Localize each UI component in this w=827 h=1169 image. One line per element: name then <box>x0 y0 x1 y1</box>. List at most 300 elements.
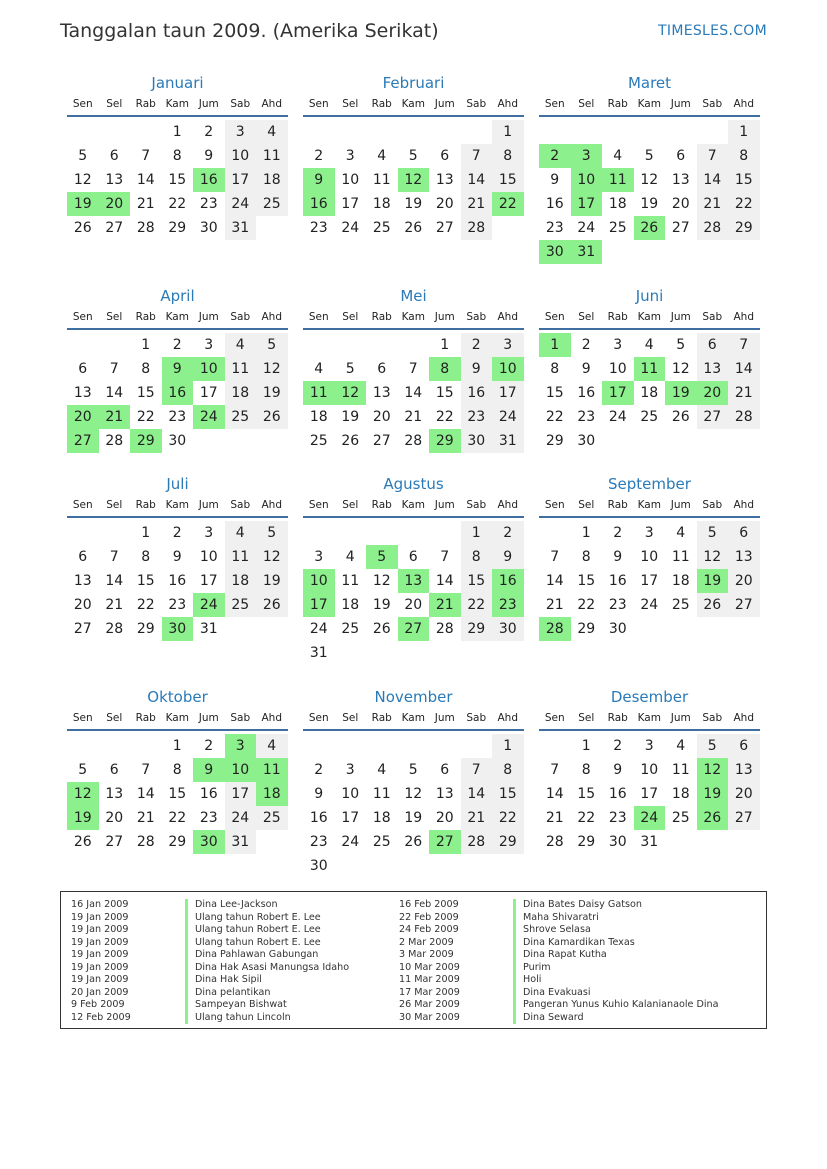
holiday-day-cell[interactable]: 12 <box>697 758 729 782</box>
day-cell[interactable]: 5 <box>78 762 88 778</box>
day-cell[interactable]: 15 <box>435 385 454 401</box>
day-cell[interactable]: 11 <box>671 549 690 565</box>
holiday-day-cell[interactable]: 24 <box>193 405 225 429</box>
day-cell[interactable]: 18 <box>225 381 257 405</box>
day-cell[interactable]: 5 <box>408 148 418 164</box>
day-cell[interactable]: 28 <box>105 621 124 637</box>
holiday-day-cell[interactable]: 11 <box>256 758 288 782</box>
day-cell[interactable]: 21 <box>461 192 493 216</box>
day-cell[interactable]: 28 <box>136 220 155 236</box>
day-cell[interactable]: 13 <box>105 786 124 802</box>
day-cell[interactable]: 21 <box>697 192 729 216</box>
holiday-day-cell[interactable]: 20 <box>67 405 99 429</box>
holiday-day-cell[interactable]: 10 <box>225 758 257 782</box>
day-cell[interactable]: 15 <box>577 573 596 589</box>
day-cell[interactable]: 31 <box>199 621 218 637</box>
day-cell[interactable]: 6 <box>408 549 418 565</box>
day-cell[interactable]: 8 <box>172 762 182 778</box>
day-cell[interactable]: 23 <box>577 409 596 425</box>
day-cell[interactable]: 24 <box>225 806 257 830</box>
holiday-day-cell[interactable]: 21 <box>429 593 461 617</box>
day-cell[interactable]: 6 <box>78 361 88 377</box>
day-cell[interactable]: 24 <box>640 597 659 613</box>
day-cell[interactable]: 12 <box>372 573 391 589</box>
day-cell[interactable]: 17 <box>225 782 257 806</box>
day-cell[interactable]: 19 <box>372 597 391 613</box>
holiday-day-cell[interactable]: 9 <box>303 168 335 192</box>
day-cell[interactable]: 5 <box>408 762 418 778</box>
day-cell[interactable]: 13 <box>372 385 391 401</box>
day-cell[interactable]: 6 <box>440 762 450 778</box>
day-cell[interactable]: 9 <box>204 148 214 164</box>
day-cell[interactable]: 25 <box>341 621 360 637</box>
day-cell[interactable]: 25 <box>671 597 690 613</box>
day-cell[interactable]: 1 <box>141 337 151 353</box>
day-cell[interactable]: 18 <box>671 786 690 802</box>
day-cell[interactable]: 23 <box>608 810 627 826</box>
day-cell[interactable]: 6 <box>676 148 686 164</box>
day-cell[interactable]: 5 <box>345 361 355 377</box>
day-cell[interactable]: 26 <box>73 834 92 850</box>
holiday-day-cell[interactable]: 30 <box>162 617 194 641</box>
holiday-day-cell[interactable]: 30 <box>539 240 571 264</box>
day-cell[interactable]: 11 <box>225 357 257 381</box>
day-cell[interactable]: 7 <box>461 758 493 782</box>
day-cell[interactable]: 29 <box>492 830 524 854</box>
day-cell[interactable]: 11 <box>671 762 690 778</box>
day-cell[interactable]: 22 <box>136 409 155 425</box>
day-cell[interactable]: 27 <box>697 405 729 429</box>
day-cell[interactable]: 11 <box>256 144 288 168</box>
holiday-day-cell[interactable]: 26 <box>634 216 666 240</box>
day-cell[interactable]: 17 <box>199 385 218 401</box>
day-cell[interactable]: 3 <box>613 337 623 353</box>
day-cell[interactable]: 25 <box>256 806 288 830</box>
day-cell[interactable]: 2 <box>204 738 214 754</box>
day-cell[interactable]: 27 <box>728 593 760 617</box>
day-cell[interactable]: 13 <box>73 385 92 401</box>
day-cell[interactable]: 2 <box>461 333 493 357</box>
holiday-day-cell[interactable]: 12 <box>398 168 430 192</box>
day-cell[interactable]: 28 <box>136 834 155 850</box>
day-cell[interactable]: 26 <box>256 405 288 429</box>
day-cell[interactable]: 29 <box>136 621 155 637</box>
day-cell[interactable]: 20 <box>435 196 454 212</box>
day-cell[interactable]: 1 <box>581 738 591 754</box>
day-cell[interactable]: 4 <box>644 337 654 353</box>
day-cell[interactable]: 2 <box>172 525 182 541</box>
day-cell[interactable]: 16 <box>199 786 218 802</box>
day-cell[interactable]: 20 <box>73 597 92 613</box>
day-cell[interactable]: 5 <box>697 734 729 758</box>
day-cell[interactable]: 19 <box>640 196 659 212</box>
holiday-day-cell[interactable]: 30 <box>193 830 225 854</box>
day-cell[interactable]: 4 <box>377 762 387 778</box>
day-cell[interactable]: 14 <box>728 357 760 381</box>
day-cell[interactable]: 27 <box>728 806 760 830</box>
holiday-day-cell[interactable]: 21 <box>99 405 131 429</box>
day-cell[interactable]: 9 <box>613 762 623 778</box>
day-cell[interactable]: 30 <box>577 433 596 449</box>
day-cell[interactable]: 13 <box>728 758 760 782</box>
day-cell[interactable]: 1 <box>461 521 493 545</box>
day-cell[interactable]: 12 <box>256 357 288 381</box>
day-cell[interactable]: 16 <box>309 810 328 826</box>
holiday-day-cell[interactable]: 28 <box>539 617 571 641</box>
day-cell[interactable]: 13 <box>105 172 124 188</box>
day-cell[interactable]: 10 <box>640 762 659 778</box>
day-cell[interactable]: 30 <box>608 621 627 637</box>
day-cell[interactable]: 8 <box>550 361 560 377</box>
day-cell[interactable]: 26 <box>404 834 423 850</box>
day-cell[interactable]: 8 <box>141 549 151 565</box>
holiday-day-cell[interactable]: 11 <box>634 357 666 381</box>
day-cell[interactable]: 7 <box>440 549 450 565</box>
day-cell[interactable]: 4 <box>676 525 686 541</box>
day-cell[interactable]: 3 <box>204 337 214 353</box>
day-cell[interactable]: 16 <box>545 196 564 212</box>
day-cell[interactable]: 24 <box>608 409 627 425</box>
day-cell[interactable]: 18 <box>608 196 627 212</box>
day-cell[interactable]: 8 <box>172 148 182 164</box>
holiday-day-cell[interactable]: 13 <box>398 569 430 593</box>
holiday-day-cell[interactable]: 27 <box>398 617 430 641</box>
holiday-day-cell[interactable]: 19 <box>67 192 99 216</box>
day-cell[interactable]: 10 <box>225 144 257 168</box>
day-cell[interactable]: 26 <box>372 621 391 637</box>
day-cell[interactable]: 23 <box>199 810 218 826</box>
day-cell[interactable]: 7 <box>109 361 119 377</box>
day-cell[interactable]: 14 <box>136 172 155 188</box>
day-cell[interactable]: 21 <box>545 597 564 613</box>
day-cell[interactable]: 14 <box>461 782 493 806</box>
holiday-day-cell[interactable]: 16 <box>193 168 225 192</box>
day-cell[interactable]: 8 <box>492 758 524 782</box>
day-cell[interactable]: 16 <box>608 573 627 589</box>
holiday-day-cell[interactable]: 9 <box>162 357 194 381</box>
holiday-day-cell[interactable]: 16 <box>162 381 194 405</box>
day-cell[interactable]: 8 <box>461 545 493 569</box>
day-cell[interactable]: 15 <box>168 172 187 188</box>
day-cell[interactable]: 10 <box>341 786 360 802</box>
day-cell[interactable]: 16 <box>461 381 493 405</box>
day-cell[interactable]: 5 <box>697 521 729 545</box>
day-cell[interactable]: 9 <box>613 549 623 565</box>
day-cell[interactable]: 6 <box>78 549 88 565</box>
day-cell[interactable]: 27 <box>372 433 391 449</box>
day-cell[interactable]: 14 <box>461 168 493 192</box>
holiday-day-cell[interactable]: 27 <box>67 429 99 453</box>
day-cell[interactable]: 4 <box>676 738 686 754</box>
day-cell[interactable]: 11 <box>225 545 257 569</box>
day-cell[interactable]: 18 <box>341 597 360 613</box>
day-cell[interactable]: 25 <box>671 810 690 826</box>
day-cell[interactable]: 14 <box>105 385 124 401</box>
day-cell[interactable]: 2 <box>314 762 324 778</box>
day-cell[interactable]: 5 <box>256 521 288 545</box>
day-cell[interactable]: 13 <box>697 357 729 381</box>
day-cell[interactable]: 22 <box>577 810 596 826</box>
day-cell[interactable]: 10 <box>199 549 218 565</box>
day-cell[interactable]: 1 <box>581 525 591 541</box>
holiday-day-cell[interactable]: 12 <box>335 381 367 405</box>
day-cell[interactable]: 1 <box>728 120 760 144</box>
holiday-day-cell[interactable]: 8 <box>429 357 461 381</box>
day-cell[interactable]: 1 <box>492 734 524 758</box>
day-cell[interactable]: 14 <box>136 786 155 802</box>
holiday-day-cell[interactable]: 9 <box>193 758 225 782</box>
holiday-day-cell[interactable]: 3 <box>225 734 257 758</box>
day-cell[interactable]: 6 <box>440 148 450 164</box>
day-cell[interactable]: 27 <box>435 220 454 236</box>
day-cell[interactable]: 30 <box>608 834 627 850</box>
day-cell[interactable]: 22 <box>461 593 493 617</box>
holiday-day-cell[interactable]: 17 <box>303 593 335 617</box>
day-cell[interactable]: 7 <box>461 144 493 168</box>
day-cell[interactable]: 22 <box>577 597 596 613</box>
day-cell[interactable]: 1 <box>141 525 151 541</box>
day-cell[interactable]: 15 <box>168 786 187 802</box>
day-cell[interactable]: 31 <box>492 429 524 453</box>
holiday-day-cell[interactable]: 27 <box>429 830 461 854</box>
day-cell[interactable]: 4 <box>256 734 288 758</box>
day-cell[interactable]: 14 <box>697 168 729 192</box>
holiday-day-cell[interactable]: 19 <box>697 569 729 593</box>
day-cell[interactable]: 2 <box>613 738 623 754</box>
day-cell[interactable]: 22 <box>168 810 187 826</box>
holiday-day-cell[interactable]: 19 <box>697 782 729 806</box>
day-cell[interactable]: 22 <box>435 409 454 425</box>
day-cell[interactable]: 14 <box>545 786 564 802</box>
day-cell[interactable]: 9 <box>550 172 560 188</box>
day-cell[interactable]: 12 <box>697 545 729 569</box>
day-cell[interactable]: 25 <box>225 405 257 429</box>
day-cell[interactable]: 12 <box>404 786 423 802</box>
day-cell[interactable]: 13 <box>728 545 760 569</box>
day-cell[interactable]: 17 <box>341 196 360 212</box>
day-cell[interactable]: 3 <box>204 525 214 541</box>
day-cell[interactable]: 23 <box>168 409 187 425</box>
day-cell[interactable]: 6 <box>728 734 760 758</box>
day-cell[interactable]: 29 <box>168 834 187 850</box>
holiday-day-cell[interactable]: 19 <box>665 381 697 405</box>
day-cell[interactable]: 2 <box>172 337 182 353</box>
day-cell[interactable]: 6 <box>728 521 760 545</box>
day-cell[interactable]: 30 <box>199 220 218 236</box>
day-cell[interactable]: 24 <box>309 621 328 637</box>
day-cell[interactable]: 1 <box>492 120 524 144</box>
day-cell[interactable]: 27 <box>105 834 124 850</box>
day-cell[interactable]: 15 <box>545 385 564 401</box>
day-cell[interactable]: 3 <box>644 525 654 541</box>
day-cell[interactable]: 27 <box>671 220 690 236</box>
holiday-day-cell[interactable]: 22 <box>492 192 524 216</box>
day-cell[interactable]: 28 <box>461 216 493 240</box>
holiday-day-cell[interactable]: 23 <box>492 593 524 617</box>
day-cell[interactable]: 13 <box>73 573 92 589</box>
day-cell[interactable]: 20 <box>404 597 423 613</box>
day-cell[interactable]: 21 <box>136 196 155 212</box>
day-cell[interactable]: 16 <box>577 385 596 401</box>
day-cell[interactable]: 27 <box>105 220 124 236</box>
day-cell[interactable]: 29 <box>168 220 187 236</box>
day-cell[interactable]: 18 <box>640 385 659 401</box>
day-cell[interactable]: 22 <box>492 806 524 830</box>
holiday-day-cell[interactable]: 20 <box>697 381 729 405</box>
day-cell[interactable]: 17 <box>341 810 360 826</box>
day-cell[interactable]: 15 <box>577 786 596 802</box>
day-cell[interactable]: 30 <box>309 858 328 874</box>
day-cell[interactable]: 21 <box>105 597 124 613</box>
day-cell[interactable]: 20 <box>671 196 690 212</box>
day-cell[interactable]: 4 <box>225 333 257 357</box>
day-cell[interactable]: 24 <box>341 220 360 236</box>
day-cell[interactable]: 24 <box>492 405 524 429</box>
day-cell[interactable]: 21 <box>404 409 423 425</box>
day-cell[interactable]: 8 <box>581 762 591 778</box>
day-cell[interactable]: 13 <box>435 786 454 802</box>
holiday-day-cell[interactable]: 16 <box>303 192 335 216</box>
day-cell[interactable]: 26 <box>404 220 423 236</box>
day-cell[interactable]: 23 <box>168 597 187 613</box>
day-cell[interactable]: 18 <box>256 168 288 192</box>
day-cell[interactable]: 16 <box>168 573 187 589</box>
day-cell[interactable]: 14 <box>105 573 124 589</box>
day-cell[interactable]: 10 <box>640 549 659 565</box>
day-cell[interactable]: 15 <box>136 385 155 401</box>
day-cell[interactable]: 28 <box>461 830 493 854</box>
day-cell[interactable]: 12 <box>640 172 659 188</box>
holiday-day-cell[interactable]: 17 <box>602 381 634 405</box>
day-cell[interactable]: 2 <box>492 521 524 545</box>
day-cell[interactable]: 5 <box>676 337 686 353</box>
day-cell[interactable]: 30 <box>492 617 524 641</box>
day-cell[interactable]: 18 <box>372 196 391 212</box>
day-cell[interactable]: 6 <box>377 361 387 377</box>
day-cell[interactable]: 21 <box>136 810 155 826</box>
day-cell[interactable]: 9 <box>581 361 591 377</box>
holiday-day-cell[interactable]: 26 <box>697 806 729 830</box>
day-cell[interactable]: 23 <box>309 834 328 850</box>
day-cell[interactable]: 22 <box>545 409 564 425</box>
holiday-day-cell[interactable]: 12 <box>67 782 99 806</box>
day-cell[interactable]: 28 <box>697 216 729 240</box>
day-cell[interactable]: 4 <box>314 361 324 377</box>
day-cell[interactable]: 14 <box>404 385 423 401</box>
day-cell[interactable]: 14 <box>545 573 564 589</box>
day-cell[interactable]: 30 <box>168 433 187 449</box>
day-cell[interactable]: 2 <box>204 124 214 140</box>
day-cell[interactable]: 28 <box>105 433 124 449</box>
day-cell[interactable]: 7 <box>141 148 151 164</box>
day-cell[interactable]: 23 <box>608 597 627 613</box>
day-cell[interactable]: 26 <box>341 433 360 449</box>
day-cell[interactable]: 31 <box>309 645 328 661</box>
day-cell[interactable]: 25 <box>309 433 328 449</box>
day-cell[interactable]: 3 <box>492 333 524 357</box>
day-cell[interactable]: 25 <box>372 834 391 850</box>
day-cell[interactable]: 7 <box>728 333 760 357</box>
day-cell[interactable]: 1 <box>172 738 182 754</box>
holiday-day-cell[interactable]: 19 <box>67 806 99 830</box>
day-cell[interactable]: 31 <box>225 830 257 854</box>
day-cell[interactable]: 11 <box>341 573 360 589</box>
holiday-day-cell[interactable]: 20 <box>99 192 131 216</box>
day-cell[interactable]: 4 <box>256 120 288 144</box>
day-cell[interactable]: 23 <box>545 220 564 236</box>
day-cell[interactable]: 25 <box>256 192 288 216</box>
day-cell[interactable]: 13 <box>435 172 454 188</box>
holiday-day-cell[interactable]: 16 <box>492 569 524 593</box>
holiday-day-cell[interactable]: 29 <box>429 429 461 453</box>
day-cell[interactable]: 8 <box>492 144 524 168</box>
day-cell[interactable]: 26 <box>73 220 92 236</box>
holiday-day-cell[interactable]: 24 <box>634 806 666 830</box>
day-cell[interactable]: 3 <box>644 738 654 754</box>
day-cell[interactable]: 10 <box>608 361 627 377</box>
day-cell[interactable]: 23 <box>199 196 218 212</box>
day-cell[interactable]: 25 <box>640 409 659 425</box>
day-cell[interactable]: 9 <box>492 545 524 569</box>
day-cell[interactable]: 7 <box>697 144 729 168</box>
day-cell[interactable]: 7 <box>550 549 560 565</box>
day-cell[interactable]: 12 <box>73 172 92 188</box>
holiday-day-cell[interactable]: 11 <box>602 168 634 192</box>
day-cell[interactable]: 8 <box>728 144 760 168</box>
day-cell[interactable]: 17 <box>492 381 524 405</box>
holiday-day-cell[interactable]: 18 <box>256 782 288 806</box>
day-cell[interactable]: 24 <box>341 834 360 850</box>
holiday-day-cell[interactable]: 10 <box>571 168 603 192</box>
day-cell[interactable]: 17 <box>225 168 257 192</box>
day-cell[interactable]: 11 <box>372 172 391 188</box>
day-cell[interactable]: 2 <box>314 148 324 164</box>
day-cell[interactable]: 23 <box>461 405 493 429</box>
day-cell[interactable]: 15 <box>492 782 524 806</box>
day-cell[interactable]: 23 <box>309 220 328 236</box>
day-cell[interactable]: 24 <box>577 220 596 236</box>
day-cell[interactable]: 25 <box>608 220 627 236</box>
day-cell[interactable]: 19 <box>404 810 423 826</box>
day-cell[interactable]: 20 <box>435 810 454 826</box>
brand-link[interactable]: TIMESLES.COM <box>658 23 767 39</box>
day-cell[interactable]: 22 <box>168 196 187 212</box>
day-cell[interactable]: 18 <box>671 573 690 589</box>
day-cell[interactable]: 15 <box>461 569 493 593</box>
day-cell[interactable]: 4 <box>377 148 387 164</box>
day-cell[interactable]: 15 <box>492 168 524 192</box>
day-cell[interactable]: 27 <box>73 621 92 637</box>
day-cell[interactable]: 6 <box>109 148 119 164</box>
day-cell[interactable]: 19 <box>256 381 288 405</box>
holiday-day-cell[interactable]: 24 <box>193 593 225 617</box>
day-cell[interactable]: 26 <box>671 409 690 425</box>
day-cell[interactable]: 14 <box>435 573 454 589</box>
day-cell[interactable]: 18 <box>309 409 328 425</box>
day-cell[interactable]: 13 <box>671 172 690 188</box>
holiday-day-cell[interactable]: 31 <box>571 240 603 264</box>
holiday-day-cell[interactable]: 10 <box>193 357 225 381</box>
day-cell[interactable]: 29 <box>545 433 564 449</box>
day-cell[interactable]: 21 <box>728 381 760 405</box>
day-cell[interactable]: 30 <box>461 429 493 453</box>
day-cell[interactable]: 5 <box>78 148 88 164</box>
day-cell[interactable]: 5 <box>256 333 288 357</box>
holiday-day-cell[interactable]: 2 <box>539 144 571 168</box>
holiday-day-cell[interactable]: 3 <box>571 144 603 168</box>
day-cell[interactable]: 1 <box>172 124 182 140</box>
day-cell[interactable]: 29 <box>577 834 596 850</box>
